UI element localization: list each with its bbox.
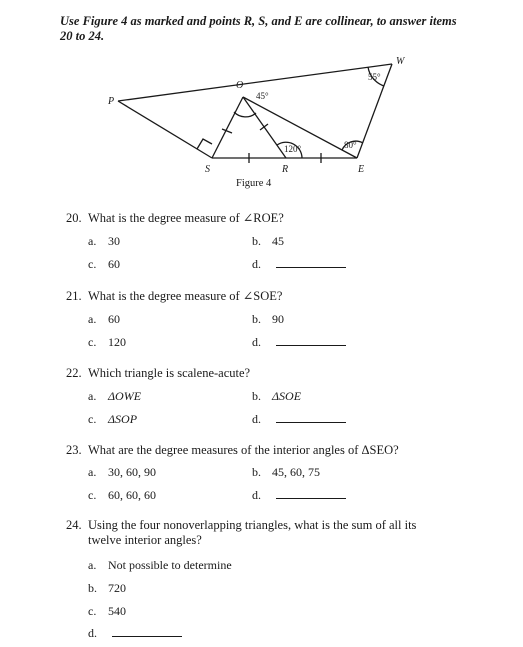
option-letter: a. xyxy=(88,234,97,248)
option-22-c[interactable] xyxy=(88,412,137,426)
option-letter: a. xyxy=(88,312,97,326)
option-22-b[interactable] xyxy=(252,389,301,403)
option-text: ΔSOP xyxy=(108,412,138,426)
question-number: 24. xyxy=(66,518,82,532)
option-21-c[interactable] xyxy=(88,335,126,349)
option-20-d[interactable] xyxy=(252,257,346,271)
question-number: 21. xyxy=(66,289,82,303)
option-text: 45, 60, 75 xyxy=(272,465,320,479)
question-22 xyxy=(66,366,496,381)
angle-label-O: 45° xyxy=(256,91,269,101)
option-letter: b. xyxy=(252,234,261,248)
tick-OR xyxy=(260,124,268,130)
option-text: 120 xyxy=(108,335,126,349)
option-23-b[interactable] xyxy=(252,465,320,479)
segment-PS xyxy=(118,101,212,158)
label-W: W xyxy=(396,56,405,67)
option-text: 30 xyxy=(108,234,120,248)
option-letter: c. xyxy=(88,412,97,426)
option-24-a[interactable] xyxy=(88,558,232,572)
option-21-b[interactable] xyxy=(252,312,284,326)
option-text: Not possible to determine xyxy=(108,558,232,572)
question-number: 22. xyxy=(66,366,82,380)
option-letter: d. xyxy=(252,488,261,502)
option-letter: c. xyxy=(88,604,97,618)
option-letter: d. xyxy=(88,626,97,640)
option-23-a[interactable] xyxy=(88,465,156,479)
question-24 xyxy=(66,518,496,548)
answer-blank xyxy=(276,258,346,268)
option-letter: c. xyxy=(88,488,97,502)
option-23-d[interactable] xyxy=(252,488,346,502)
angle-label-R: 120° xyxy=(284,144,302,154)
answer-blank xyxy=(276,489,346,499)
option-text: 60 xyxy=(108,257,120,271)
label-R: R xyxy=(282,164,289,175)
option-letter: d. xyxy=(252,257,261,271)
option-text: ΔOWE xyxy=(108,389,142,403)
option-20-c[interactable] xyxy=(88,257,120,271)
question-number: 20. xyxy=(66,211,82,225)
figure-caption: Figure 4 xyxy=(236,178,272,189)
figure-4-diagram xyxy=(0,0,523,200)
option-text: ΔSOE xyxy=(272,389,302,403)
question-text: Using the four nonoverlapping triangles, what is the sum of all its xyxy=(88,518,417,532)
option-letter: c. xyxy=(88,257,97,271)
option-letter: b. xyxy=(88,581,97,595)
right-angle-mark-P-S xyxy=(197,139,212,149)
question-text-cont: twelve interior angles? xyxy=(88,533,202,547)
answer-blank xyxy=(276,336,346,346)
angle-label-W: 55° xyxy=(368,72,381,82)
question-text: What is the degree measure of ∠SOE? xyxy=(88,289,283,303)
option-text: 30, 60, 90 xyxy=(108,465,156,479)
instructions-line-2: 20 to 24. xyxy=(60,29,105,43)
option-letter: a. xyxy=(88,389,97,403)
option-text: 720 xyxy=(108,581,126,595)
question-23 xyxy=(66,443,496,458)
option-letter: d. xyxy=(252,335,261,349)
instructions-line-1: Use Figure 4 as marked and points R, S, and E are collinear, to answer items xyxy=(60,14,457,28)
option-21-d[interactable] xyxy=(252,335,346,349)
question-text: What is the degree measure of ∠ROE? xyxy=(88,211,284,225)
question-number: 23. xyxy=(66,443,82,457)
option-text: 45 xyxy=(272,234,284,248)
option-letter: d. xyxy=(252,412,261,426)
answer-blank xyxy=(112,627,182,637)
option-text: 60, 60, 60 xyxy=(108,488,156,502)
option-22-d[interactable] xyxy=(252,412,346,426)
option-24-d[interactable] xyxy=(88,626,182,640)
option-letter: b. xyxy=(252,465,261,479)
option-letter: c. xyxy=(88,335,97,349)
option-22-a[interactable] xyxy=(88,389,141,403)
answer-blank xyxy=(276,413,346,423)
option-24-b[interactable] xyxy=(88,581,126,595)
label-P: P xyxy=(108,96,115,107)
segment-OS xyxy=(212,97,243,158)
question-21 xyxy=(66,289,496,304)
question-20 xyxy=(66,211,496,226)
option-letter: a. xyxy=(88,465,97,479)
option-20-b[interactable] xyxy=(252,234,284,248)
question-text: What are the degree measures of the interior angles of ΔSEO? xyxy=(88,443,399,457)
option-letter: b. xyxy=(252,389,261,403)
option-letter: b. xyxy=(252,312,261,326)
segment-OR xyxy=(243,97,286,158)
label-O: O xyxy=(236,80,244,91)
arc-angle-O xyxy=(234,112,256,117)
option-23-c[interactable] xyxy=(88,488,156,502)
segment-PW xyxy=(118,64,392,101)
question-text: Which triangle is scalene-acute? xyxy=(88,366,251,380)
angle-label-E: 80° xyxy=(344,140,357,150)
label-S: S xyxy=(205,164,210,175)
option-letter: a. xyxy=(88,558,97,572)
option-text: 60 xyxy=(108,312,120,326)
label-E: E xyxy=(358,164,365,175)
option-20-a[interactable] xyxy=(88,234,120,248)
option-text: 90 xyxy=(272,312,284,326)
option-text: 540 xyxy=(108,604,126,618)
option-24-c[interactable] xyxy=(88,604,126,618)
option-21-a[interactable] xyxy=(88,312,120,326)
